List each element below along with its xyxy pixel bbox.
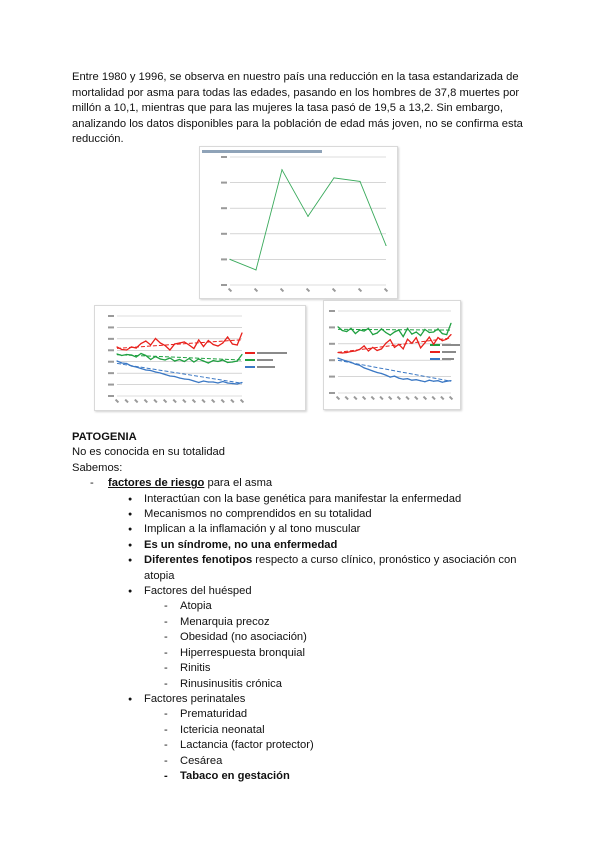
data-point <box>174 376 175 377</box>
data-point <box>390 377 391 378</box>
data-point <box>169 375 170 376</box>
data-point <box>337 326 338 327</box>
x-tick-label <box>306 288 310 292</box>
x-tick-label <box>280 288 284 292</box>
data-point <box>174 360 175 361</box>
legend-label <box>442 358 454 360</box>
data-point <box>222 342 223 343</box>
data-point <box>164 359 165 360</box>
x-tick-label <box>153 399 157 403</box>
data-point <box>385 343 386 344</box>
data-point <box>179 359 180 360</box>
data-point <box>381 373 382 374</box>
data-point <box>136 356 137 357</box>
data-point <box>346 352 347 353</box>
x-tick-label <box>134 399 138 403</box>
data-point <box>227 336 228 337</box>
data-point <box>126 363 127 364</box>
data-point <box>407 328 408 329</box>
perinatal-factor-item: - Cesárea <box>72 754 542 769</box>
data-point <box>241 354 242 355</box>
chart-1-frame <box>199 146 398 299</box>
chart-2 <box>95 306 305 410</box>
data-point <box>424 381 425 382</box>
data-point <box>368 328 369 329</box>
data-point <box>193 361 194 362</box>
x-tick-label <box>182 399 186 403</box>
y-tick-label <box>329 376 335 378</box>
x-tick-label <box>336 396 340 400</box>
series-line <box>230 170 386 270</box>
x-tick-label <box>201 399 205 403</box>
data-point <box>442 333 443 334</box>
perinatal-factors-list <box>72 707 542 784</box>
x-tick-label <box>405 396 409 400</box>
data-point <box>385 374 386 375</box>
y-tick-label <box>329 326 335 328</box>
x-tick-label <box>358 288 362 292</box>
host-factor-item: - Rinusinusitis crónica <box>72 677 542 692</box>
data-point <box>346 331 347 332</box>
data-point <box>255 269 256 270</box>
x-tick-label <box>124 399 128 403</box>
x-tick-label <box>192 399 196 403</box>
y-tick-label <box>108 338 114 340</box>
legend-label <box>257 366 275 368</box>
data-point <box>342 352 343 353</box>
data-point <box>355 333 356 334</box>
data-point <box>229 259 230 260</box>
legend-swatch <box>245 366 255 368</box>
y-tick-label <box>329 359 335 361</box>
host-factors-list <box>72 599 542 691</box>
y-tick-label <box>221 233 227 235</box>
data-point <box>416 331 417 332</box>
host-factor-item: - Rinitis <box>72 661 542 676</box>
x-tick-label <box>414 396 418 400</box>
y-tick-label <box>108 395 114 397</box>
bullet-item <box>72 553 542 584</box>
y-tick-label <box>221 207 227 209</box>
x-tick-label <box>449 396 453 400</box>
data-point <box>136 347 137 348</box>
bullet-item: ● Es un síndrome, no una enfermedad <box>72 538 542 553</box>
y-tick-label <box>108 361 114 363</box>
data-point <box>203 346 204 347</box>
x-tick-label <box>254 288 258 292</box>
bullet-item: ● Factores del huésped <box>72 584 542 599</box>
data-point <box>213 360 214 361</box>
data-point <box>155 371 156 372</box>
data-point <box>333 177 334 178</box>
x-tick-label <box>379 396 383 400</box>
data-point <box>442 382 443 383</box>
data-point <box>342 359 343 360</box>
data-point <box>179 377 180 378</box>
perinatal-factor-item: - Ictericia neonatal <box>72 723 542 738</box>
data-point <box>390 339 391 340</box>
data-point <box>116 346 117 347</box>
trend-line <box>117 340 242 349</box>
data-point <box>442 340 443 341</box>
data-point <box>145 340 146 341</box>
data-point <box>363 330 364 331</box>
chart-3 <box>324 301 460 409</box>
data-point <box>437 328 438 329</box>
chart-title-strip <box>202 150 322 153</box>
legend-label <box>442 351 456 353</box>
x-tick-label <box>211 399 215 403</box>
data-point <box>193 380 194 381</box>
risk-list <box>72 476 542 491</box>
data-point <box>155 338 156 339</box>
bullet-item: ● Factores perinatales <box>72 692 542 707</box>
data-point <box>407 378 408 379</box>
data-point <box>307 216 308 217</box>
data-point <box>398 378 399 379</box>
x-tick-label <box>240 399 244 403</box>
data-point <box>184 378 185 379</box>
x-tick-label <box>371 396 375 400</box>
data-point <box>184 341 185 342</box>
x-tick-label <box>423 396 427 400</box>
y-tick-label <box>329 392 335 394</box>
data-point <box>429 332 430 333</box>
data-point <box>394 331 395 332</box>
data-point <box>227 362 228 363</box>
data-point <box>363 367 364 368</box>
x-tick-label <box>115 399 119 403</box>
legend-swatch <box>245 352 255 354</box>
bullet-item: ● Mecanismos no comprendidos en su totalidad <box>72 507 542 522</box>
data-point <box>140 353 141 354</box>
data-point <box>437 337 438 338</box>
data-point <box>342 330 343 331</box>
x-tick-label <box>440 396 444 400</box>
data-point <box>222 381 223 382</box>
data-point <box>359 365 360 366</box>
x-tick-label <box>230 399 234 403</box>
data-point <box>198 339 199 340</box>
data-point <box>208 381 209 382</box>
data-point <box>372 370 373 371</box>
data-point <box>446 334 447 335</box>
data-point <box>350 328 351 329</box>
data-point <box>237 383 238 384</box>
section-line-2: Sabemos: <box>72 461 123 474</box>
y-tick-label <box>221 284 227 286</box>
data-point <box>433 344 434 345</box>
y-tick-label <box>221 182 227 184</box>
data-point <box>363 345 364 346</box>
y-tick-label <box>221 156 227 158</box>
legend-swatch <box>430 344 440 346</box>
data-point <box>145 369 146 370</box>
legend-label <box>442 344 460 346</box>
x-tick-label <box>384 288 388 292</box>
data-point <box>416 379 417 380</box>
data-point <box>179 342 180 343</box>
data-point <box>160 372 161 373</box>
data-point <box>411 333 412 334</box>
y-tick-label <box>329 310 335 312</box>
host-factor-item: - Obesidad (no asociación) <box>72 630 542 645</box>
data-point <box>213 344 214 345</box>
data-point <box>116 360 117 361</box>
data-point <box>160 358 161 359</box>
data-point <box>355 350 356 351</box>
y-tick-label <box>108 326 114 328</box>
data-point <box>450 323 451 324</box>
bullet-item: ● Interactúan con la base genética para manifestar la enfermedad <box>72 492 542 507</box>
legend-label <box>257 352 287 354</box>
y-tick-label <box>108 315 114 317</box>
data-point <box>368 350 369 351</box>
data-point <box>403 336 404 337</box>
phenotypes-rest: respecto a curso clínico, pronóstico y asociación con atopia <box>144 554 517 582</box>
data-point <box>150 359 151 360</box>
data-point <box>390 334 391 335</box>
data-point <box>189 379 190 380</box>
x-tick-label <box>173 399 177 403</box>
data-point <box>169 357 170 358</box>
data-point <box>407 339 408 340</box>
host-factor-item: - Atopia <box>72 599 542 614</box>
section-title: PATOGENIA <box>72 431 137 443</box>
data-point <box>237 344 238 345</box>
data-point <box>377 350 378 351</box>
risk-item <box>72 476 542 491</box>
data-point <box>227 382 228 383</box>
data-point <box>140 343 141 344</box>
data-point <box>433 331 434 332</box>
data-point <box>450 334 451 335</box>
host-factor-item: - Menarquia precoz <box>72 615 542 630</box>
data-point <box>372 334 373 335</box>
chart-2-frame <box>94 305 306 411</box>
x-tick-label <box>332 288 336 292</box>
data-point <box>208 340 209 341</box>
data-point <box>121 362 122 363</box>
x-tick-label <box>397 396 401 400</box>
data-point <box>420 347 421 348</box>
data-point <box>126 349 127 350</box>
x-tick-label <box>163 399 167 403</box>
data-point <box>241 332 242 333</box>
data-point <box>121 349 122 350</box>
data-point <box>193 348 194 349</box>
perinatal-factor-item: - Lactancia (factor protector) <box>72 738 542 753</box>
legend-label <box>257 359 273 361</box>
data-point <box>237 360 238 361</box>
data-point <box>184 361 185 362</box>
data-point <box>403 379 404 380</box>
data-point <box>150 370 151 371</box>
legend-swatch <box>430 351 440 353</box>
data-point <box>121 355 122 356</box>
y-tick-label <box>329 343 335 345</box>
phenotypes-bold: Diferentes fenotipos <box>144 554 253 567</box>
data-point <box>377 332 378 333</box>
x-tick-label <box>353 396 357 400</box>
data-point <box>429 337 430 338</box>
data-point <box>377 372 378 373</box>
data-point <box>232 361 233 362</box>
chart-3-frame <box>323 300 461 410</box>
data-point <box>411 380 412 381</box>
bullet-item: ● Implican a la inflamación y al tono muscular <box>72 522 542 537</box>
data-point <box>232 343 233 344</box>
data-point <box>203 360 204 361</box>
data-point <box>217 361 218 362</box>
data-point <box>198 382 199 383</box>
data-point <box>189 344 190 345</box>
risk-bullets <box>72 492 542 600</box>
data-point <box>394 347 395 348</box>
trend-line <box>338 329 451 330</box>
data-point <box>416 337 417 338</box>
perinatal-bullet <box>72 692 542 707</box>
x-tick-label <box>221 399 225 403</box>
data-point <box>420 380 421 381</box>
data-point <box>429 380 430 381</box>
data-point <box>203 380 204 381</box>
legend-swatch <box>245 359 255 361</box>
data-point <box>381 348 382 349</box>
data-point <box>169 349 170 350</box>
data-point <box>164 374 165 375</box>
data-point <box>145 355 146 356</box>
x-tick-label <box>144 399 148 403</box>
data-point <box>437 380 438 381</box>
data-point <box>208 362 209 363</box>
host-factor-item: - Hiperrespuesta bronquial <box>72 646 542 661</box>
data-point <box>337 358 338 359</box>
data-point <box>368 369 369 370</box>
y-tick-label <box>108 349 114 351</box>
risk-bold-text: factores de riesgo <box>108 477 205 490</box>
data-point <box>433 381 434 382</box>
y-tick-label <box>108 384 114 386</box>
y-tick-label <box>108 372 114 374</box>
data-point <box>150 344 151 345</box>
x-tick-label <box>228 288 232 292</box>
section-line-1: No es conocida en su totalidad <box>72 446 225 459</box>
data-point <box>372 347 373 348</box>
y-tick-label <box>221 258 227 260</box>
x-tick-label <box>362 396 366 400</box>
risk-rest-text: para el asma <box>204 477 273 490</box>
chart-1 <box>200 147 397 298</box>
data-point <box>385 245 386 246</box>
data-point <box>420 335 421 336</box>
data-point <box>281 169 282 170</box>
data-point <box>385 332 386 333</box>
patogenia-section <box>72 430 542 784</box>
data-point <box>217 382 218 383</box>
data-point <box>403 348 404 349</box>
perinatal-factor-item: - Tabaco en gestación <box>72 769 542 784</box>
data-point <box>394 375 395 376</box>
x-tick-label <box>345 396 349 400</box>
series-line <box>117 361 242 384</box>
x-tick-label <box>431 396 435 400</box>
data-point <box>140 368 141 369</box>
data-point <box>359 181 360 182</box>
data-point <box>160 342 161 343</box>
data-point <box>232 383 233 384</box>
data-point <box>213 381 214 382</box>
data-point <box>217 345 218 346</box>
perinatal-factor-item: - Prematuridad <box>72 707 542 722</box>
data-point <box>424 342 425 343</box>
intro-paragraph: Entre 1980 y 1996, se observa en nuestro país una reducción en la tasa estandarizada de mortalidad por asma para todas las edades, pasando en los hombres de 37,8 muertes por millón a 10,1, mientras que para las mujeres la tasa pasó de 19,5 a 13,2. Sin embargo, analizando los datos disponibles para la población de edad más joven, no se confirma esta reducción. <box>72 71 523 146</box>
x-tick-label <box>388 396 392 400</box>
legend-swatch <box>430 358 440 360</box>
